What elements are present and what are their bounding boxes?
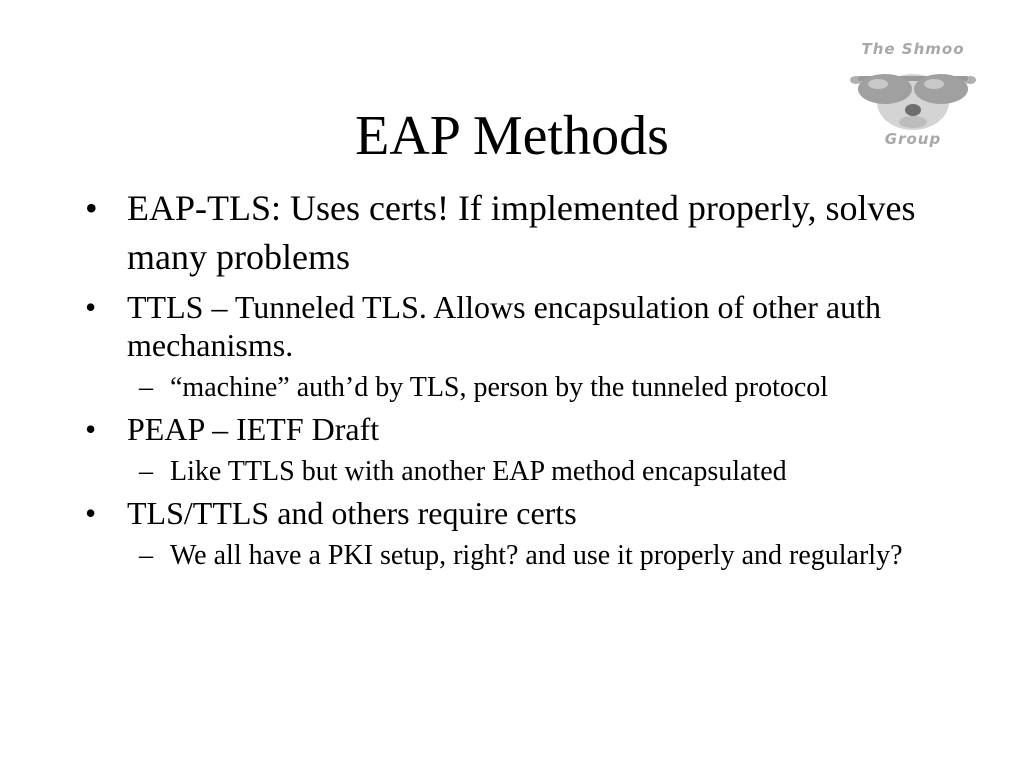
logo-bottom-text: Group <box>884 130 942 148</box>
bullet-text: TLS/TTLS and others require certs <box>127 495 577 531</box>
sub-bullet-text: Like TTLS but with another EAP method encapsulated <box>170 456 787 487</box>
sub-bullet-text: We all have a PKI setup, right? and use it properly and regularly? <box>170 540 903 571</box>
bullet-item <box>85 288 945 364</box>
bullet-text: TTLS – Tunneled TLS. Allows encapsulation of other auth mechanisms. <box>127 289 882 363</box>
logo-top-text: The Shmoo <box>861 40 965 58</box>
dash-symbol: – <box>139 372 153 403</box>
bullet-item <box>85 410 945 448</box>
dash-symbol: – <box>139 540 153 571</box>
slide-title: EAP Methods <box>355 105 669 167</box>
bullet-symbol: • <box>85 411 97 447</box>
bullet-item <box>85 184 945 282</box>
bullet-symbol: • <box>85 289 97 325</box>
sub-bullet-text: “machine” auth’d by TLS, person by the tunneled protocol <box>170 372 829 403</box>
bullet-symbol: • <box>85 188 98 228</box>
dash-symbol: – <box>139 456 153 487</box>
sub-bullet-item <box>85 540 945 572</box>
bullet-text: PEAP – IETF Draft <box>127 411 380 447</box>
sub-bullet-item <box>85 372 945 404</box>
bullet-item <box>85 494 945 532</box>
bullet-list <box>85 184 945 572</box>
sub-bullet-item <box>85 456 945 488</box>
bullet-text: EAP-TLS: Uses certs! If implemented properly, solves many problems <box>127 188 916 277</box>
bullet-symbol: • <box>85 495 97 531</box>
